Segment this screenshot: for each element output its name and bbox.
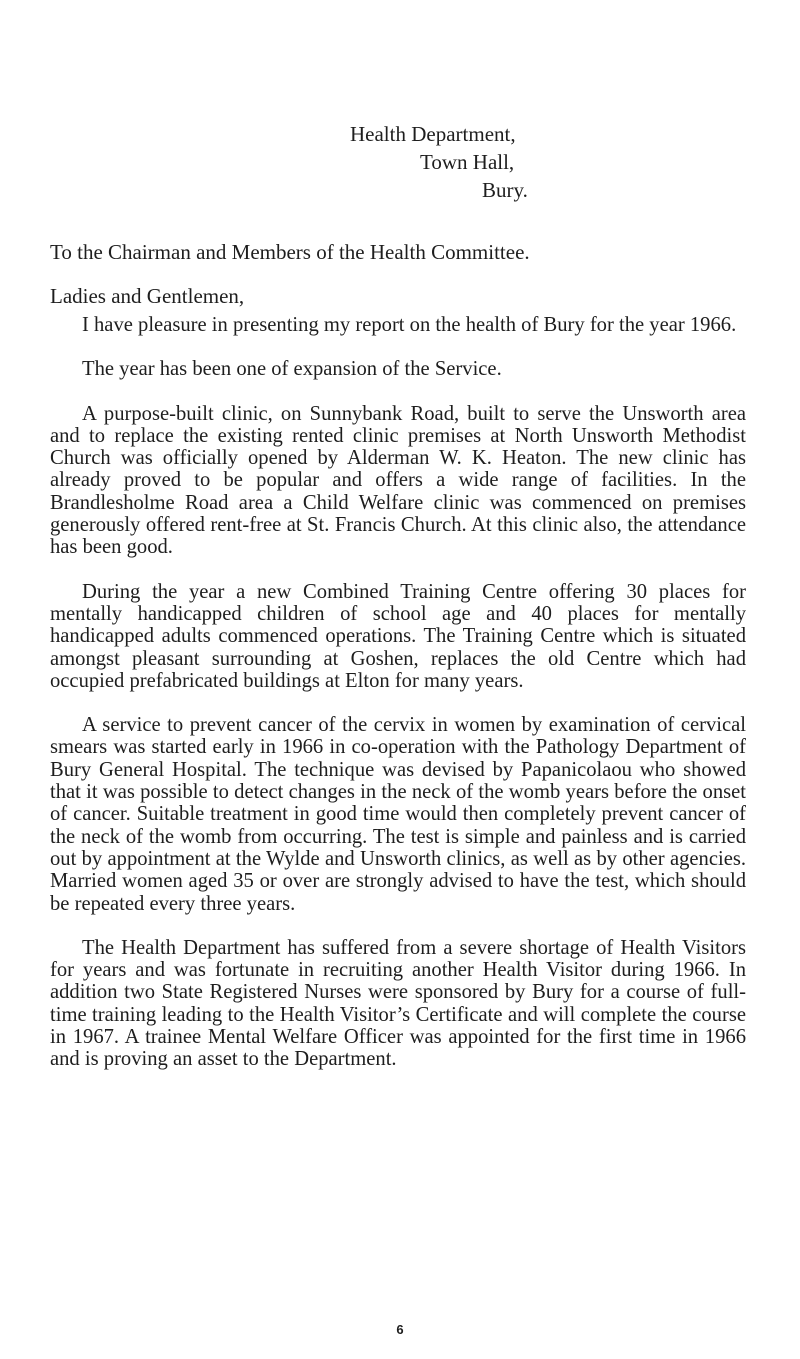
greeting-line: Ladies and Gentlemen, xyxy=(50,284,245,308)
report-body xyxy=(50,314,746,1093)
address-line-town: Bury. xyxy=(482,178,528,202)
paragraph-introduction: I have pleasure in presenting my report on the health of Bury for the year 1966. xyxy=(82,314,737,336)
paragraph-cervical-screening: A service to prevent cancer of the cervix in women by examination of cervical smears was started early in 1966 in co-operation with the Pathology Department of Bury General Hospital. The technique was devised by Papanicolaou who showed that it was possible to detect changes in the neck of the womb years before the onset of cancer. Suitable treatment in good time would then completely prevent cancer of the neck of the womb from occurring. The test is simple and painless and is carried out by appointment at the Wylde and Unsworth clinics, as well as by other agencies. Married women aged 35 or over are strongly advised to have the test, which should be repeated every three years. xyxy=(50,714,746,915)
paragraph-health-visitors: The Health Department has suffered from a severe shortage of Health Visitors for years and was fortunate in recruiting another Health Visitor during 1966. In addition two State Registered Nurses were sponsored by Bury for a course of full-time training leading to the Health Visitor’s Certificate and will complete the course in 1967. A trainee Mental Welfare Officer was appointed for the first time in 1966 and is proving an asset to the Department. xyxy=(50,936,746,1071)
page-number: 6 xyxy=(396,1322,404,1337)
address-line-department: Health Department, xyxy=(350,122,516,146)
address-line-town-hall: Town Hall, xyxy=(420,150,515,174)
addressee-line: To the Chairman and Members of the Health Committee. xyxy=(50,240,530,264)
paragraph-clinics: A purpose-built clinic, on Sunnybank Road, built to serve the Unsworth area and to replace the existing rented clinic premises at North Unsworth Methodist Church was officially opened by Alderman W. K. Heaton. The new clinic has already proved to be popular and offers a wide range of facilities. In the Brandlesholme Road area a Child Welfare clinic was commenced on premises generously offered rent-free at St. Francis Church. At this clinic also, the attendance has been good. xyxy=(50,402,746,559)
paragraph-expansion: The year has been one of expansion of the Service. xyxy=(82,358,502,381)
paragraph-training-centre: During the year a new Combined Training Centre offering 30 places for mentally handicapped children of school age and 40 places for mentally handicapped adults commenced operations. The Training Centre which is situated amongst pleasant surrounding at Goshen, replaces the old Centre which had occupied prefabricated buildings at Elton for many years. xyxy=(50,580,746,692)
